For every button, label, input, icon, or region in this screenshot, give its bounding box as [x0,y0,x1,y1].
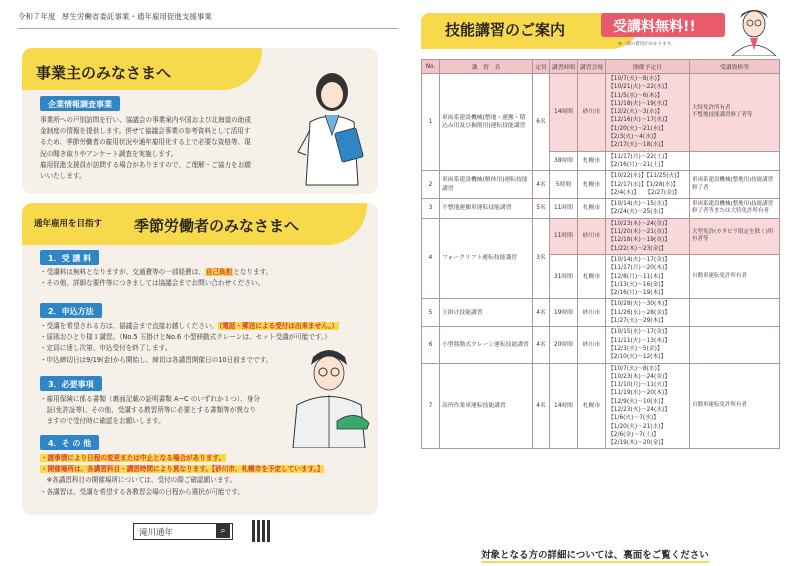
table-header-row [422,60,780,74]
schedule-date: 【11/20(木)～21(金)】 [608,229,671,236]
course-venue: 札幌市 [578,363,606,449]
schedule-date: 【11/10(月)～11(火)】 [608,382,671,389]
application-line-2: ・原則おひとり様１講習。（No.5 玉掛けとNo.6 小型移動式クレーンは、セット受講が可能です。） [40,333,331,342]
schedule-date: 【10/7(火)～8(水)】 [608,76,663,82]
course-no: 3 [422,199,440,219]
course-venue: 砂川市 [578,74,606,152]
qualification-line: 自動車運転免許所有者 [692,402,748,409]
course-hours: 14時間 [550,74,578,152]
schedule-date: 【10/28(火)～30(木)】 [608,301,671,308]
schedule-date: 【10/23(木)～24(金)】 [608,220,671,227]
course-hours: 38時間 [550,151,578,171]
schedule-date: 【12/8(月)～11(木)】 [608,273,667,280]
schedule-date: 【11/5(水)～6(木)】 [608,92,663,99]
course-no: 4 [422,218,440,299]
course-no: 6 [422,327,440,363]
schedule-date: 【10/14(火)～17(金)】 [608,256,671,263]
table-row [422,299,780,327]
schedule-date: 【1/20(火)～21(水)】 [608,423,667,430]
free-badge: 受講料無料!! [601,13,725,37]
col-header: 講習会場 [578,60,606,74]
capacity: 3名 [533,218,550,299]
schedule-date: 【2/6(金)～7(土)】 [608,431,660,438]
employer-title: 事業主のみなさまへ [36,64,172,82]
schedule-date: 【2/16(月)～19(木)】 [608,290,667,297]
table-row [422,74,780,152]
table-row [422,363,780,449]
schedule-dates [606,254,690,298]
course-hours: 20時間 [550,327,578,363]
schedule-date: 【11/17(月)～22(土)】 [608,153,671,160]
schedule-date: 【11/19(水)～20(木)】 [608,390,671,397]
other-line: ※各講習科目の開催場所については、受付の際ご確認願います。 [40,476,237,485]
search-box[interactable] [133,523,233,540]
qualification [690,218,780,254]
schedule-date: 【10/14(火)～15(水)】 [608,201,671,208]
employer-line: 事業所への戸別訪問を行い、協議会の事業案内や国および北海道の助成 [40,116,251,124]
schedule-dates [606,218,690,254]
schedule-dates [606,74,690,152]
section-other: 4．そ の 他 [40,435,99,450]
instructor-illustration [728,4,780,56]
schedule-date: 【1/27(火)～29(木)】 [608,318,667,325]
highlight: （電話・郵送による受付は出来ません。） [219,322,339,330]
course-hours: 31時間 [550,254,578,298]
fiscal-year: 令和７年度 [18,12,56,21]
businesswoman-illustration [292,60,372,190]
requirements-line: ・雇用保険に係る書類（裏面記載の証明書類 A~C のいずれか１つ）、身分 [40,395,260,403]
schedule-date: 【2/24(火)～25(水)】 [608,209,667,216]
schedule-date: 【2/10(火)～12(木)】 [608,354,667,361]
qualification-line: 大型免許(カタピラ限定を除く)所有者等 [692,228,774,243]
capacity: 4名 [533,171,550,199]
free-note: ※一部の費用がかかります。 [618,42,676,47]
fee-line-2: ・その他、詳細な要件等につきましては協議会までお問い合わせください。 [40,279,265,288]
qualification [690,299,780,327]
course-name: 玉掛け技能講習 [440,299,533,327]
col-header: 定員 [533,60,550,74]
application-body [40,321,339,366]
schedule-date: 【1/13(火)～16(金)】 [608,281,667,288]
capacity: 4名 [533,299,550,327]
schedule-date: 【2/16(月)～21(土)】 [608,161,667,168]
course-name: 小型移動式クレーン運転技能講習 [440,327,533,363]
course-hours: 11時間 [550,199,578,219]
col-header: 受講資格等 [690,60,780,74]
schedule-date: 【11/26(水)～28(金)】 [608,309,671,316]
course-venue: 札幌市 [578,171,606,199]
other-body [40,453,324,498]
schedule-date: 【12/23(火)～24(水)】 [608,406,671,413]
text: ・受講料は無料となりますが、交通費等の一部経費は、 [40,268,205,276]
employer-section-heading: 企業情報調査事業 [40,96,120,111]
section-fee: 1．受 講 料 [40,250,99,265]
schedule-date: 【2/4(水)】 【2/27(金)】 [608,189,680,196]
course-venue: 札幌市 [578,151,606,171]
employer-line: るため、季節労働者の雇用状況や通年雇用化する上で必要な資格等、現 [40,138,251,147]
fee-body [40,267,290,289]
course-name: 車両系建設機械(整地・運搬・積込み用及び掘削用)運転技能講習 [440,74,533,171]
course-table-wrap [421,59,780,539]
course-name: 高所作業車運転技能講習 [440,363,533,449]
course-no: 1 [422,74,440,171]
project-name: 厚生労働省委託事業・通年雇用促進支援事業 [61,12,212,21]
course-no: 5 [422,299,440,327]
fee-line-1 [40,267,290,278]
requirements-line: ますので受付時に確認をお願いします。 [40,417,165,426]
notice-highlight: ・諸事情により日程の変更または中止となる場合があります。 [41,454,226,462]
schedule-date: 【2/19(木)～20(金)】 [608,440,667,447]
col-header: 開催予定日 [606,60,690,74]
schedule-date: 【12/17(水)】【1/28(水)】 [608,181,679,188]
course-hours: 14時間 [550,363,578,449]
course-venue: 砂川市 [578,327,606,363]
table-row [422,199,780,219]
section-application: 2．申込方法 [40,303,102,318]
worker-card [22,203,378,515]
qualification-line: 車両系建設機械(整地用)技能講習修了者 [692,177,774,191]
schedule-date: 【12/16(火)～17(水)】 [608,117,671,124]
table-row [422,171,780,199]
course-no: 2 [422,171,440,199]
text: ・受講を希望される方は、協議会まで直接お越しください。 [40,322,219,330]
capacity: 4名 [533,363,550,449]
qualification [690,171,780,199]
course-hours: 19時間 [550,299,578,327]
col-header: 講 習 名 [440,60,533,74]
course-name: フォークリフト運転技能講習 [440,218,533,299]
qualification-line: 不整地技能講習修了者等 [692,112,753,119]
table-row [422,327,780,363]
schedule-date: 【12/3(水)～5(金)】 [608,345,663,352]
course-name: 車両系建設機械(解体用)運転技能講習 [440,171,533,199]
schedule-dates [606,151,690,171]
schedule-dates [606,363,690,449]
bottom-note: 対象となる方の詳細については、裏面をご覧ください [481,547,709,563]
page-header [18,11,398,29]
qualification-line: 車両系建設機械(整地用)技能講習修了者等または大特免許所有者 [692,200,774,215]
col-header: No. [422,60,440,74]
right-page [400,0,800,566]
course-name: 不整地運搬車運転技能講習 [440,199,533,219]
section-requirements: 3．必要事項 [40,376,102,391]
course-venue: 札幌市 [578,254,606,298]
schedule-date: 【2/3(火)～4(水)】 [608,134,660,141]
course-no: 7 [422,363,440,449]
capacity: 4名 [533,327,550,363]
capacity: 5名 [533,199,550,219]
schedule-date: 【12/18(木)～19(金)】 [608,237,671,244]
worker-illustration [287,343,372,448]
course-hours: 11時間 [550,218,578,254]
schedule-date: 【10/23(木)～24(金)】 [608,373,671,380]
capacity: 6名 [533,74,550,171]
schedule-date: 【1/6(火)～7(水)】 [608,415,660,422]
requirements-line: 証(免許証等)、その他、受講する教習所等に必要とする書類等が異なり [40,406,257,415]
qualification [690,74,780,152]
other-line: ・各講習は、受講を希望する各教習会場の日程から選択が可能です。 [40,487,244,496]
search-text: 滝川通年 [139,528,174,538]
employer-card [22,48,378,194]
application-line-1 [40,321,339,332]
employer-line: 雇用促進支援員が訪問する場合がありますので、ご理解・ご協力をお願 [40,160,251,169]
schedule-date: 【11/18(火)～19(水)】 [608,100,671,107]
search-icon[interactable]: ⌕ [216,524,230,538]
qualification [690,151,780,171]
schedule-date: 【2/17(火)～18(水)】 [608,142,667,149]
schedule-date: 【10/21(火)～22(水)】 [608,84,671,91]
schedule-date: 【10/15(水)～17(金)】 [608,329,671,336]
schedule-dates [606,199,690,219]
qualification [690,254,780,298]
worker-title: 季節労働者のみなさまへ [134,217,300,235]
qualification [690,327,780,363]
qualification [690,363,780,449]
text: となります。 [233,268,273,276]
qr-code-icon [252,520,272,542]
schedule-dates [606,327,690,363]
schedule-dates [606,171,690,199]
schedule-date: 【11/17(月)～20(木)】 [608,265,671,272]
schedule-date: 【12/2(火)～3(水)】 [608,109,663,116]
course-venue: 札幌市 [578,199,606,219]
schedule-date: 【10/7(火)～8(水)】 [608,365,663,372]
course-venue: 砂川市 [578,299,606,327]
course-hours: 5時間 [550,171,578,199]
course-venue: 砂川市 [578,218,606,254]
application-line-4: ・申込締切日は9/19(金)から開始し、締切は各講習開催日の10日前までです。 [40,355,273,364]
employer-body [40,115,290,182]
highlight: 自己負担 [205,268,233,276]
schedule-date: 【1/20(火)～21(水)】 [608,125,667,132]
employer-line: 金制度の情報を提供します。併せて協議会事業の参考資料として活用す [40,127,251,136]
employer-line: いいたします。 [40,172,86,181]
col-header: 講習時間 [550,60,578,74]
qualification-line: 大特免許所有者 [692,104,731,111]
schedule-date: 【1/22(木)～23(金)】 [608,245,667,252]
schedule-date: 【11/11(火)～13(木)】 [608,337,671,344]
course-title: 技能講習のご案内 [445,21,566,39]
worker-prefix: 通年雇用を目指す [34,219,103,229]
application-line-3: ・定員に達し次第、申込受付を終了します。 [40,344,172,353]
qualification-line: 自動車運転免許所有者 [692,272,748,279]
requirements-body [40,394,290,428]
notice-highlight: ・開催場所は、各講習科目・講習時間により異なります。【砂川市、札幌市を予定しています。】 [41,465,324,474]
schedule-dates [606,299,690,327]
qualification [690,199,780,219]
schedule-date: 【10/22(水)】【11/25(火)】 [608,173,683,180]
schedule-date: 【12/9(火)～10(水)】 [608,398,667,405]
employer-line: 況の聞き取りやアンケート調査を実施します。 [40,149,178,158]
table-row [422,218,780,254]
course-table [421,59,780,449]
